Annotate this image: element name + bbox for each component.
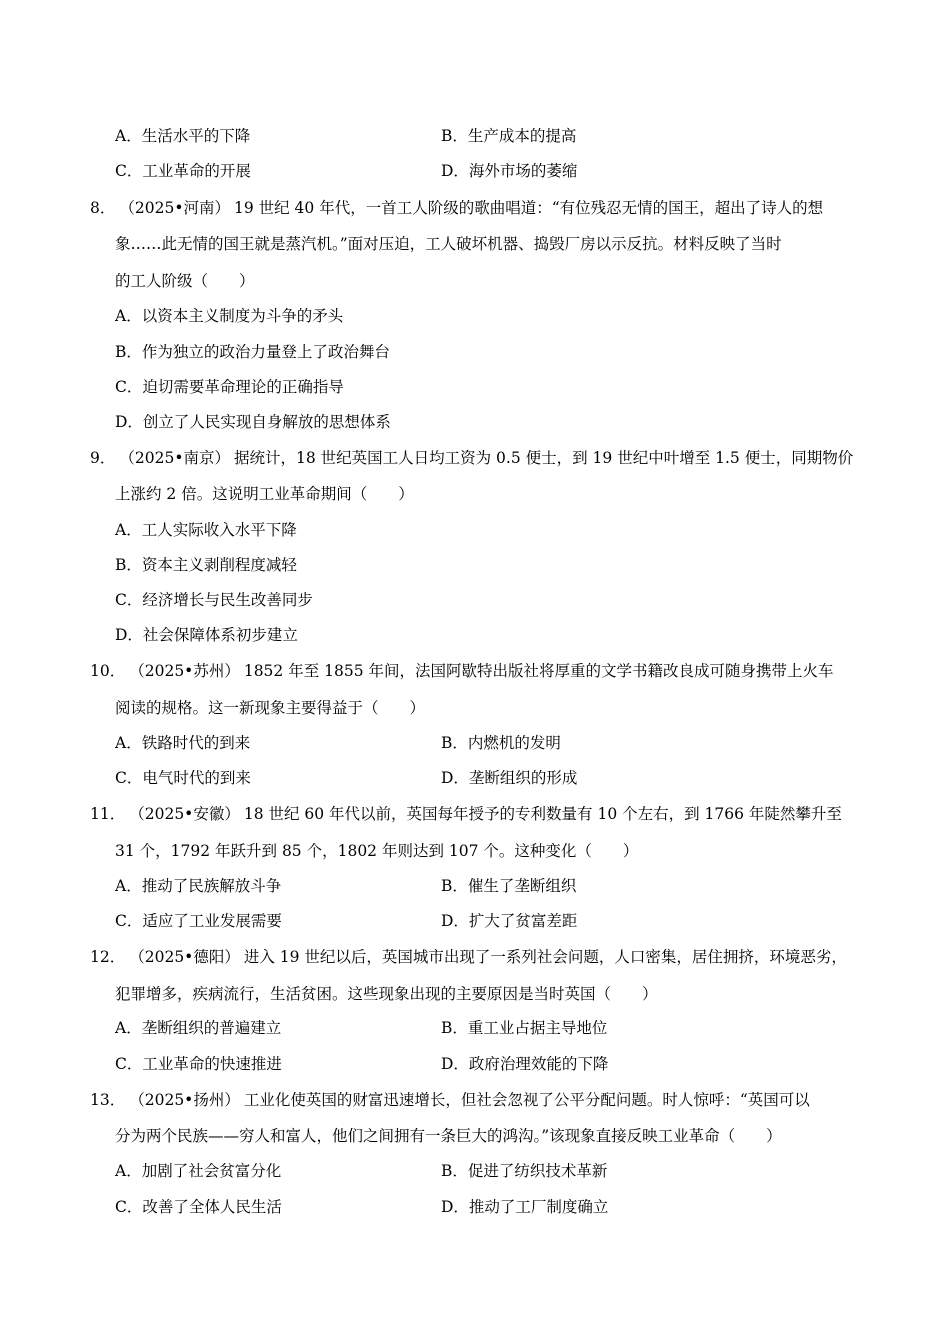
q8-option-a[interactable]: A．以资本主义制度为斗争的矛头 (115, 307, 344, 325)
q8-stem-line-1 (90, 196, 870, 220)
q11-text-1: 18 世纪 60 年代以前，英国每年授予的专利数量有 10 个左右，到 1766 年陡然攀升至 (243, 805, 842, 823)
q9-option-b[interactable]: B．资本主义剥削程度减轻 (115, 556, 297, 574)
q10-option-a[interactable]: A．铁路时代的到来 (115, 734, 251, 752)
q12-number: 12． (90, 948, 126, 966)
q9-source: （2025•南京） (119, 449, 230, 467)
q13-stem-line-1 (90, 1088, 870, 1112)
q13-source: （2025•扬州） (129, 1091, 240, 1109)
q12-option-b[interactable]: B．重工业占据主导地位 (441, 1019, 608, 1037)
q9-number: 9． (90, 449, 116, 467)
q13-option-a[interactable]: A．加剧了社会贫富分化 (115, 1162, 282, 1180)
q9-option-c[interactable]: C．经济增长与民生改善同步 (115, 591, 313, 609)
q11-stem-line-2: 31 个，1792 年跃升到 85 个，1802 年则达到 107 个。这种变化（ ） (115, 842, 639, 860)
q12-text-1: 进入 19 世纪以后，英国城市出现了一系列社会问题，人口密集，居住拥挤，环境恶劣， (243, 948, 847, 966)
q12-option-c[interactable]: C．工业革命的快速推进 (115, 1055, 282, 1073)
q11-option-c[interactable]: C．适应了工业发展需要 (115, 912, 282, 930)
q12-source: （2025•德阳） (129, 948, 240, 966)
q8-option-c[interactable]: C．迫切需要革命理论的正确指导 (115, 378, 344, 396)
q7-option-d[interactable]: D．海外市场的萎缩 (441, 162, 578, 180)
q13-text-1: 工业化使英国的财富迅速增长，但社会忽视了公平分配问题。时人惊呼：“英国可以 (243, 1091, 810, 1109)
q11-option-b[interactable]: B．催生了垄断组织 (441, 877, 577, 895)
q11-option-a[interactable]: A．推动了民族解放斗争 (115, 877, 282, 895)
q13-option-d[interactable]: D．推动了工厂制度确立 (441, 1198, 609, 1216)
q10-option-c[interactable]: C．电气时代的到来 (115, 769, 251, 787)
q11-option-d[interactable]: D．扩大了贫富差距 (441, 912, 578, 930)
q10-source: （2025•苏州） (129, 662, 240, 680)
q8-option-d[interactable]: D．创立了人民实现自身解放的思想体系 (115, 413, 391, 431)
q10-text-1: 1852 年至 1855 年间，法国阿歇特出版社将厚重的文学书籍改良成可随身携带上火车 (243, 662, 834, 680)
q8-text-1: 19 世纪 40 年代，一首工人阶级的歌曲唱道：“有位残忍无情的国王，超出了诗人的想 (233, 199, 824, 217)
q13-option-c[interactable]: C．改善了全体人民生活 (115, 1198, 282, 1216)
q10-stem-line-1 (90, 659, 870, 683)
q13-option-b[interactable]: B．促进了纺织技术革新 (441, 1162, 608, 1180)
q8-option-b[interactable]: B．作为独立的政治力量登上了政治舞台 (115, 343, 390, 361)
q11-stem-line-1 (90, 802, 870, 826)
q8-source: （2025•河南） (119, 199, 230, 217)
q10-option-d[interactable]: D．垄断组织的形成 (441, 769, 578, 787)
q9-text-1: 据统计，18 世纪英国工人日均工资为 0.5 便士，到 19 世纪中叶增至 1.5 便士，同期物价 (233, 449, 854, 467)
q12-option-d[interactable]: D．政府治理效能的下降 (441, 1055, 609, 1073)
q12-stem-line-1 (90, 945, 870, 969)
q9-option-a[interactable]: A．工人实际收入水平下降 (115, 521, 297, 539)
q13-number: 13． (90, 1091, 126, 1109)
q12-stem-line-2: 犯罪增多，疾病流行，生活贫困。这些现象出现的主要原因是当时英国（ ） (115, 985, 658, 1003)
q8-number: 8． (90, 199, 116, 217)
q7-option-a[interactable]: A．生活水平的下降 (115, 127, 251, 145)
q11-source: （2025•安徽） (129, 805, 240, 823)
q8-stem-line-2: 象……此无情的国王就是蒸汽机。”面对压迫，工人破坏机器、捣毁厂房以示反抗。材料反映了当时 (115, 235, 782, 253)
q10-number: 10． (90, 662, 126, 680)
q9-stem-line-2: 上涨约 2 倍。这说明工业革命期间（ ） (115, 485, 414, 503)
q10-option-b[interactable]: B．内燃机的发明 (441, 734, 561, 752)
q9-option-d[interactable]: D．社会保障体系初步建立 (115, 626, 298, 644)
q8-stem-line-3: 的工人阶级（ ） (115, 272, 255, 290)
q12-option-a[interactable]: A．垄断组织的普遍建立 (115, 1019, 282, 1037)
q9-stem-line-1 (90, 446, 870, 470)
q10-stem-line-2: 阅读的规格。这一新现象主要得益于（ ） (115, 699, 426, 717)
q7-option-c[interactable]: C．工业革命的开展 (115, 162, 251, 180)
q7-option-b[interactable]: B．生产成本的提高 (441, 127, 577, 145)
q11-number: 11． (90, 805, 126, 823)
q13-stem-line-2: 分为两个民族——穷人和富人，他们之间拥有一条巨大的鸿沟。”该现象直接反映工业革命（ ） (115, 1127, 782, 1145)
